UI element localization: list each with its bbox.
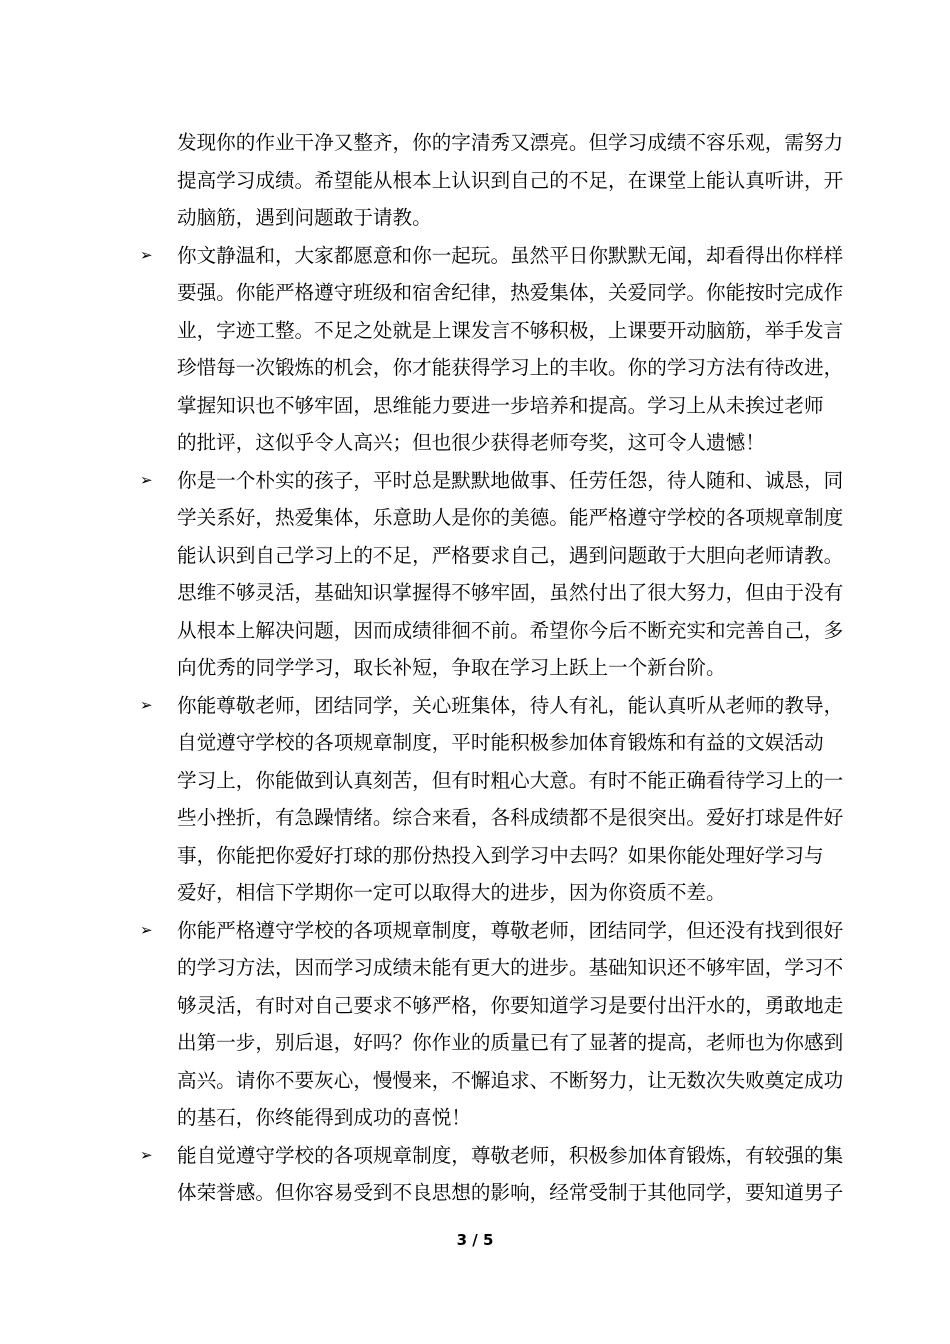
document-body [140,124,844,1212]
arrow-bullet-icon: ➢ [140,695,153,714]
text-line: 能认识到自己学习上的不足，严格要求自己，遇到问题敢于大胆向老师请教。 [177,543,844,567]
page-number: 3 / 5 [456,1231,494,1249]
arrow-bullet-icon: ➢ [140,1145,153,1164]
comment-item [140,462,844,687]
text-line: 发现你的作业干净又整齐，你的字清秀又漂亮。但学习成绩不容乐观，需努力 [177,131,844,154]
text-line: 的批评，这似乎令人高兴；但也很少获得老师夸奖，这可令人遗憾！ [177,431,765,454]
comment-item [140,1137,844,1212]
text-line: 出第一步，别后退，好吗？你作业的质量已有了显著的提高，老师也为你感到 [177,1031,844,1054]
continued-paragraph [140,124,844,237]
comment-item [140,237,844,462]
text-line: 提高学习成绩。希望能从根本上认识到自己的不足，在课堂上能认真听讲，开 [177,168,844,192]
arrow-bullet-icon: ➢ [140,470,153,489]
text-line: 学习上，你能做到认真刻苦，但有时粗心大意。有时不能正确看待学习上的一 [177,768,844,792]
text-line: 体荣誉感。但你容易受到不良思想的影响，经常受制于其他同学，要知道男子 [177,1181,844,1204]
text-line: 你能严格遵守学校的各项规章制度，尊敬老师，团结同学，但还没有找到很好 [177,918,844,942]
text-line: 你能尊敬老师，团结同学，关心班集体，待人有礼，能认真听从老师的教导， [177,693,844,717]
comment-item [140,687,844,912]
text-line: 从根本上解决问题，因而成绩徘徊不前。希望你今后不断充实和完善自己，多 [177,618,844,642]
arrow-bullet-icon: ➢ [140,245,153,264]
text-line: 要强。你能严格遵守班级和宿舍纪律，热爱集体，关爱同学。你能按时完成作 [177,281,844,304]
comment-item [140,912,844,1137]
text-line: 你是一个朴实的孩子，平时总是默默地做事、任劳任怨，待人随和、诚恳，同 [177,468,844,492]
text-line: 思维不够灵活，基础知识掌握得不够牢固，虽然付出了很大努力，但由于没有 [177,581,844,604]
text-line: 学关系好，热爱集体，乐意助人是你的美德。能严格遵守学校的各项规章制度 [177,506,844,529]
text-line: 向优秀的同学学习，取长补短，争取在学习上跃上一个新台阶。 [177,656,726,679]
text-line: 自觉遵守学校的各项规章制度，平时能积极参加体育锻炼和有益的文娱活动 [177,731,824,754]
text-line: 的学习方法，因而学习成绩未能有更大的进步。基础知识还不够牢固，学习不 [177,956,844,979]
text-line: 珍惜每一次锻炼的机会，你才能获得学习上的丰收。你的学习方法有待改进， [177,356,844,379]
arrow-bullet-icon: ➢ [140,920,153,939]
text-line: 高兴。请你不要灰心，慢慢来，不懈追求、不断努力，让无数次失败奠定成功 [177,1068,844,1092]
text-line: 的基石，你终能得到成功的喜悦！ [177,1106,471,1129]
text-line: 动脑筋，遇到问题敢于请教。 [177,206,432,229]
text-line: 些小挫折，有急躁情绪。综合来看，各科成绩都不是很突出。爱好打球是件好 [177,806,844,829]
text-line: 够灵活，有时对自己要求不够严格，你要知道学习是要付出汗水的，勇敢地走 [177,993,844,1017]
text-line: 事，你能把你爱好打球的那份热投入到学习中去吗？如果你能处理好学习与 [177,843,824,867]
text-line: 你文静温和，大家都愿意和你一起玩。虽然平日你默默无闻，却看得出你样样 [177,243,844,267]
text-line: 能自觉遵守学校的各项规章制度，尊敬老师，积极参加体育锻炼，有较强的集 [177,1143,844,1167]
text-line: 掌握知识也不够牢固，思维能力要进一步培养和提高。学习上从未挨过老师 [177,393,824,417]
text-line: 爱好，相信下学期你一定可以取得大的进步，因为你资质不差。 [177,881,726,904]
text-line: 业，字迹工整。不足之处就是上课发言不够积极，上课要开动脑筋，举手发言 [177,318,844,342]
